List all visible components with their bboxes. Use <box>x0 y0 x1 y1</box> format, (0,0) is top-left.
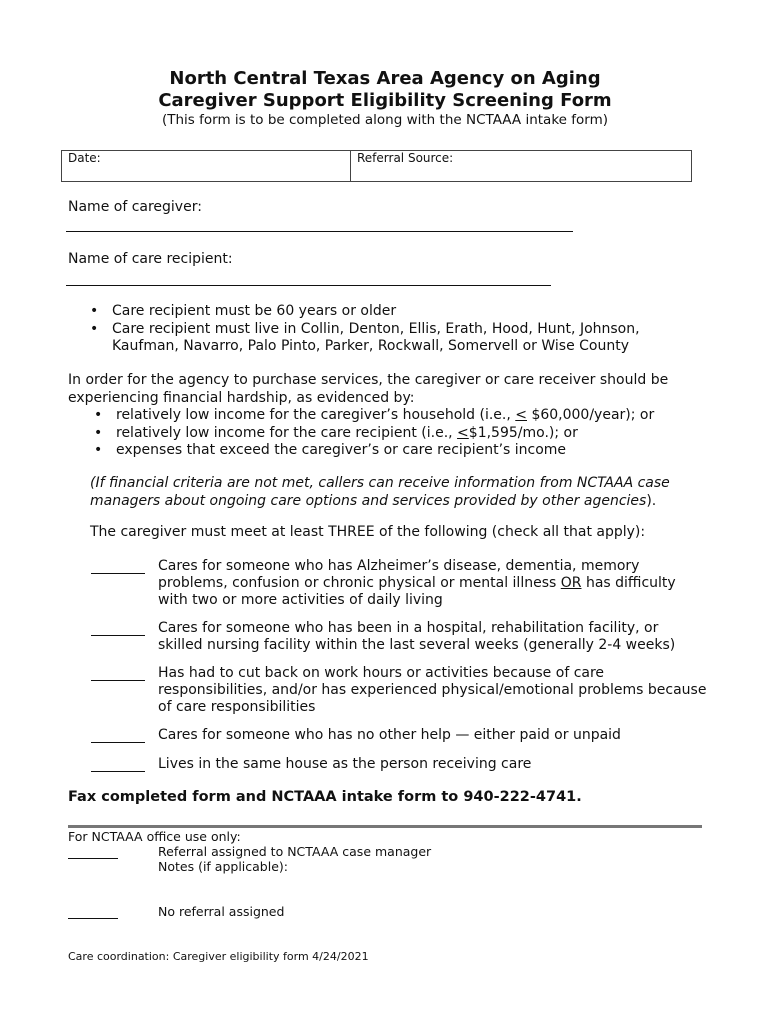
page-footer: Care coordination: Caregiver eligibility form 4/24/2021 <box>68 950 369 963</box>
fax-instruction: Fax completed form and NCTAAA intake form to 940-222-4741. <box>68 789 582 805</box>
notes-label: Notes (if applicable): <box>158 859 288 874</box>
no-referral-label: No referral assigned <box>158 904 285 919</box>
caregiver-name-line[interactable] <box>66 231 573 232</box>
date-label: Date: <box>68 151 101 165</box>
criterion-2-check[interactable] <box>91 622 145 636</box>
criterion-3-check[interactable] <box>91 667 145 681</box>
list-item: • expenses that exceed the caregiver’s or care recipient’s income <box>94 442 567 458</box>
list-item-continued: Kaufman, Navarro, Palo Pinto, Parker, Rockwall, Somervell or Wise County <box>112 338 630 354</box>
bullet-icon: • <box>90 303 99 319</box>
referral-source-cell[interactable] <box>351 151 691 181</box>
form-title-line2: Caregiver Support Eligibility Screening Form <box>158 90 612 111</box>
form-title-line1: North Central Texas Area Agency on Aging <box>169 68 601 89</box>
bullet-icon: • <box>90 320 99 337</box>
office-use-heading: For NCTAAA office use only: <box>68 829 241 844</box>
recipient-name-line[interactable] <box>66 285 551 286</box>
criteria-intro: The caregiver must meet at least THREE of the following (check all that apply): <box>90 524 646 540</box>
assigned-label: Referral assigned to NCTAAA case manager <box>158 844 432 859</box>
assigned-check[interactable] <box>68 846 118 859</box>
caregiver-name-label: Name of caregiver: <box>68 199 202 215</box>
bullet-icon: • <box>94 442 103 458</box>
list-item: • relatively low income for the caregiver’s household (i.e., < $60,000/year); or <box>94 407 655 423</box>
criterion-4-text: Cares for someone who has no other help — either paid or unpaid <box>158 727 621 743</box>
no-referral-check[interactable] <box>68 906 118 919</box>
criterion-5-text: Lives in the same house as the person receiving care <box>158 756 532 772</box>
bullet-icon: • <box>94 407 103 423</box>
criterion-5-check[interactable] <box>91 758 145 772</box>
list-item: • Care recipient must be 60 years or older <box>90 303 397 319</box>
financial-note: (If financial criteria are not met, callers can receive information from NCTAAA case managers about ongoing care options and services provided by other agencies). <box>90 475 670 509</box>
financial-criteria-list <box>94 407 754 460</box>
financial-intro: In order for the agency to purchase services, the caregiver or care receiver should be experiencing financial hardship, as evidenced by: <box>68 372 669 406</box>
criterion-4-check[interactable] <box>91 729 145 743</box>
criterion-3-text: Has had to cut back on work hours or activities because of care responsibilities, and/or has experienced physical/emotional problems because of care responsibilities <box>158 665 707 715</box>
section-divider <box>68 825 702 828</box>
criterion-2-text: Cares for someone who has been in a hospital, rehabilitation facility, or skilled nursing facility within the last several weeks (generally 2-4 weeks) <box>158 620 676 653</box>
referral-source-label: Referral Source: <box>357 151 454 165</box>
form-subtitle: (This form is to be completed along with the NCTAAA intake form) <box>161 112 608 128</box>
list-item: • relatively low income for the care recipient (i.e., <$1,595/mo.); or <box>94 424 578 441</box>
list-item: • Care recipient must live in Collin, Denton, Ellis, Erath, Hood, Hunt, Johnson, <box>90 320 640 337</box>
requirements-list <box>90 303 730 356</box>
criterion-1-check[interactable] <box>91 560 145 574</box>
date-cell[interactable] <box>62 151 351 181</box>
recipient-name-label: Name of care recipient: <box>68 251 233 267</box>
date-referral-box <box>61 150 692 182</box>
bullet-icon: • <box>94 424 103 441</box>
criterion-1-text: Cares for someone who has Alzheimer’s disease, dementia, memory problems, confusion or chronic physical or mental illness OR has difficulty with two or more activities of daily living <box>158 558 676 608</box>
